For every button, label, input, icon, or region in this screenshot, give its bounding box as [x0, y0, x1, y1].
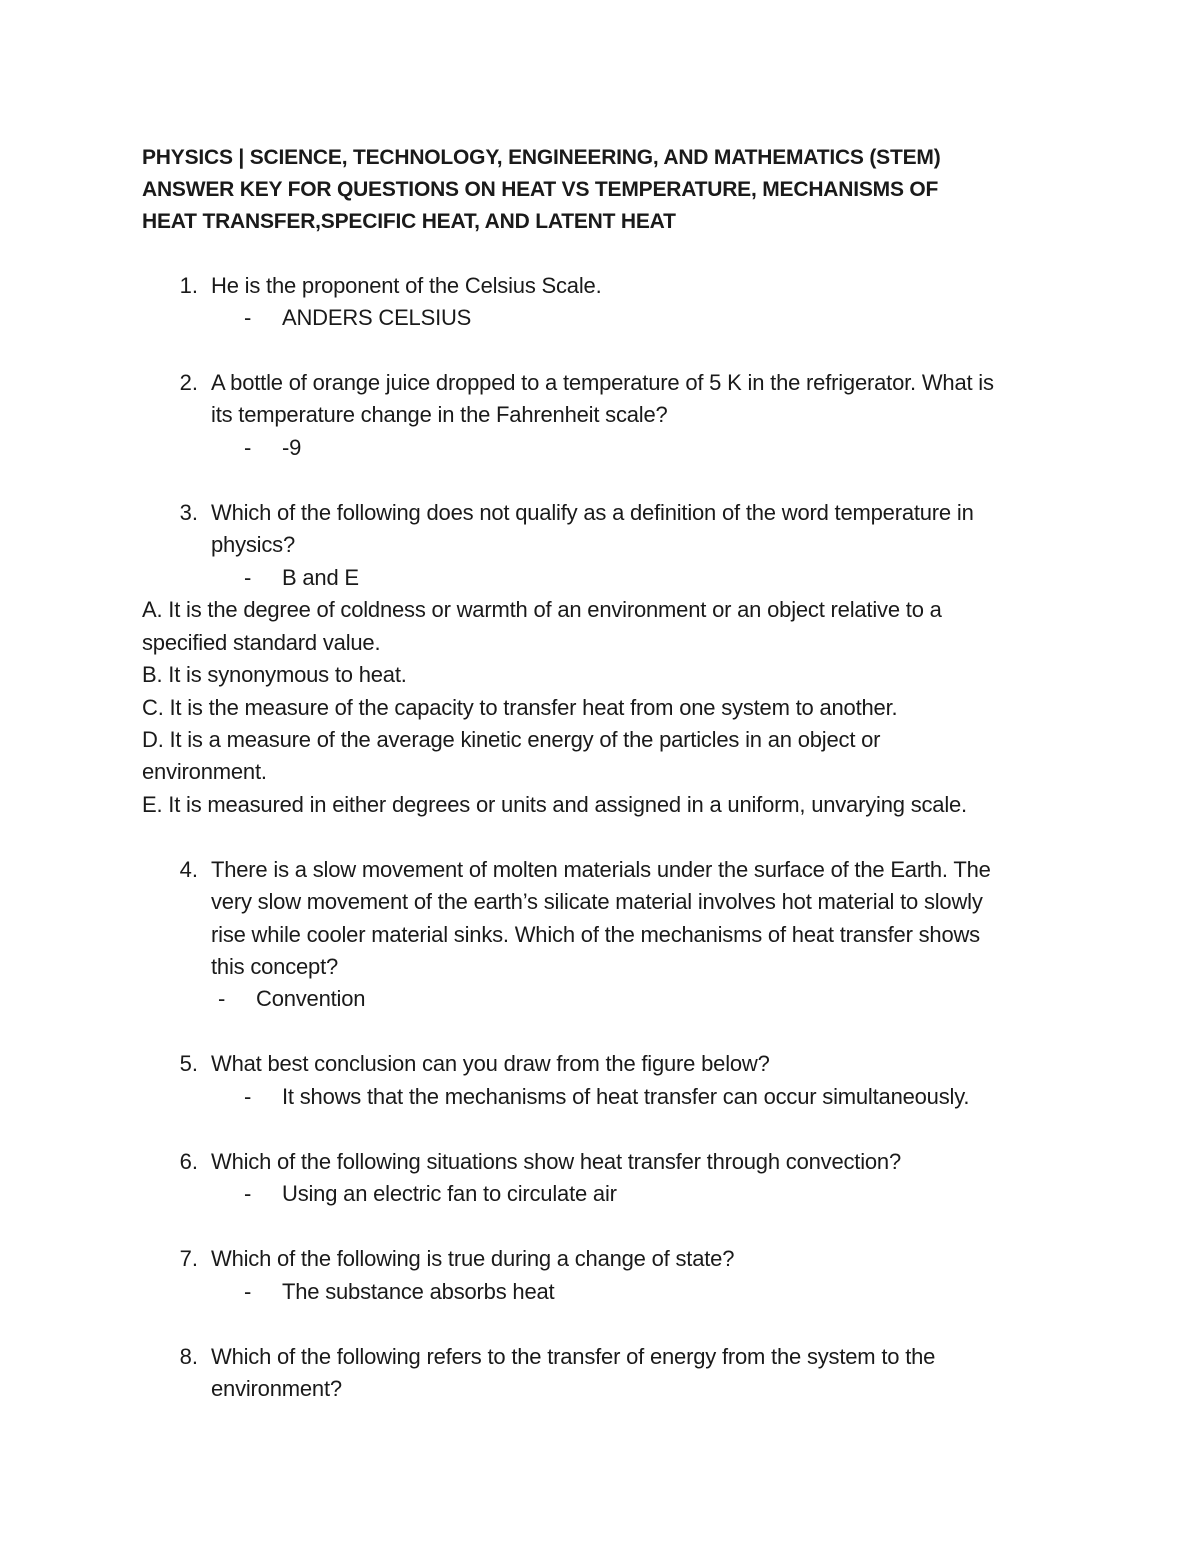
question-number: 5.	[179, 1051, 198, 1076]
answer-text: Convention	[256, 986, 366, 1011]
question-text: this concept?	[211, 954, 339, 979]
answer-dash: -	[244, 435, 252, 460]
option-line: B. It is synonymous to heat.	[142, 662, 407, 687]
answer-dash: -	[244, 1181, 252, 1206]
answer-dash: -	[244, 305, 252, 330]
document-title	[142, 142, 1062, 238]
question-number: 1.	[179, 273, 198, 298]
question-text: Which of the following refers to the transfer of energy from the system to the	[211, 1344, 936, 1369]
option-line: environment.	[142, 759, 267, 784]
option-line: D. It is a measure of the average kinetic energy of the particles in an object or	[142, 727, 881, 752]
question-text: What best conclusion can you draw from the figure below?	[211, 1051, 770, 1076]
option-line: E. It is measured in either degrees or units and assigned in a uniform, unvarying scale.	[142, 792, 967, 817]
question-number: 8.	[179, 1344, 198, 1369]
question-text: physics?	[211, 532, 295, 557]
option-line: A. It is the degree of coldness or warmth of an environment or an object relative to a	[142, 597, 942, 622]
question-number: 2.	[179, 370, 198, 395]
question-number: 4.	[179, 857, 198, 882]
question-text: He is the proponent of the Celsius Scale.	[211, 273, 602, 298]
question-text: its temperature change in the Fahrenheit scale?	[211, 402, 668, 427]
question-text: very slow movement of the earth’s silicate material involves hot material to slowly	[211, 889, 983, 914]
question-text: A bottle of orange juice dropped to a temperature of 5 K in the refrigerator. What is	[211, 370, 994, 395]
question-number: 3.	[179, 500, 198, 525]
question-text: rise while cooler material sinks. Which of the mechanisms of heat transfer shows	[211, 922, 980, 947]
question-number: 7.	[179, 1246, 198, 1271]
answer-dash: -	[218, 986, 226, 1011]
question-text: Which of the following is true during a change of state?	[211, 1246, 735, 1271]
option-line: specified standard value.	[142, 630, 381, 655]
question-number: 6.	[179, 1149, 198, 1174]
answer-dash: -	[244, 1279, 252, 1304]
answer-text: The substance absorbs heat	[282, 1279, 555, 1304]
question-text: Which of the following situations show heat transfer through convection?	[211, 1149, 901, 1174]
option-line: C. It is the measure of the capacity to transfer heat from one system to another.	[142, 695, 898, 720]
answer-text: -9	[282, 435, 302, 460]
answer-text: It shows that the mechanisms of heat transfer can occur simultaneously.	[282, 1084, 970, 1109]
title-line: ANSWER KEY FOR QUESTIONS ON HEAT VS TEMPERATURE, MECHANISMS OF	[142, 178, 939, 201]
answer-dash: -	[244, 565, 252, 590]
answer-text: B and E	[282, 565, 359, 590]
title-line: PHYSICS | SCIENCE, TECHNOLOGY, ENGINEERING, AND MATHEMATICS (STEM)	[142, 146, 941, 169]
question-text: There is a slow movement of molten materials under the surface of the Earth. The	[211, 857, 991, 882]
question-text: environment?	[211, 1376, 342, 1401]
title-line: HEAT TRANSFER,SPECIFIC HEAT, AND LATENT HEAT	[142, 210, 676, 233]
answer-text: ANDERS CELSIUS	[282, 305, 472, 330]
answer-dash: -	[244, 1084, 252, 1109]
question-text: Which of the following does not qualify as a definition of the word temperature in	[211, 500, 974, 525]
answer-text: Using an electric fan to circulate air	[282, 1181, 617, 1206]
